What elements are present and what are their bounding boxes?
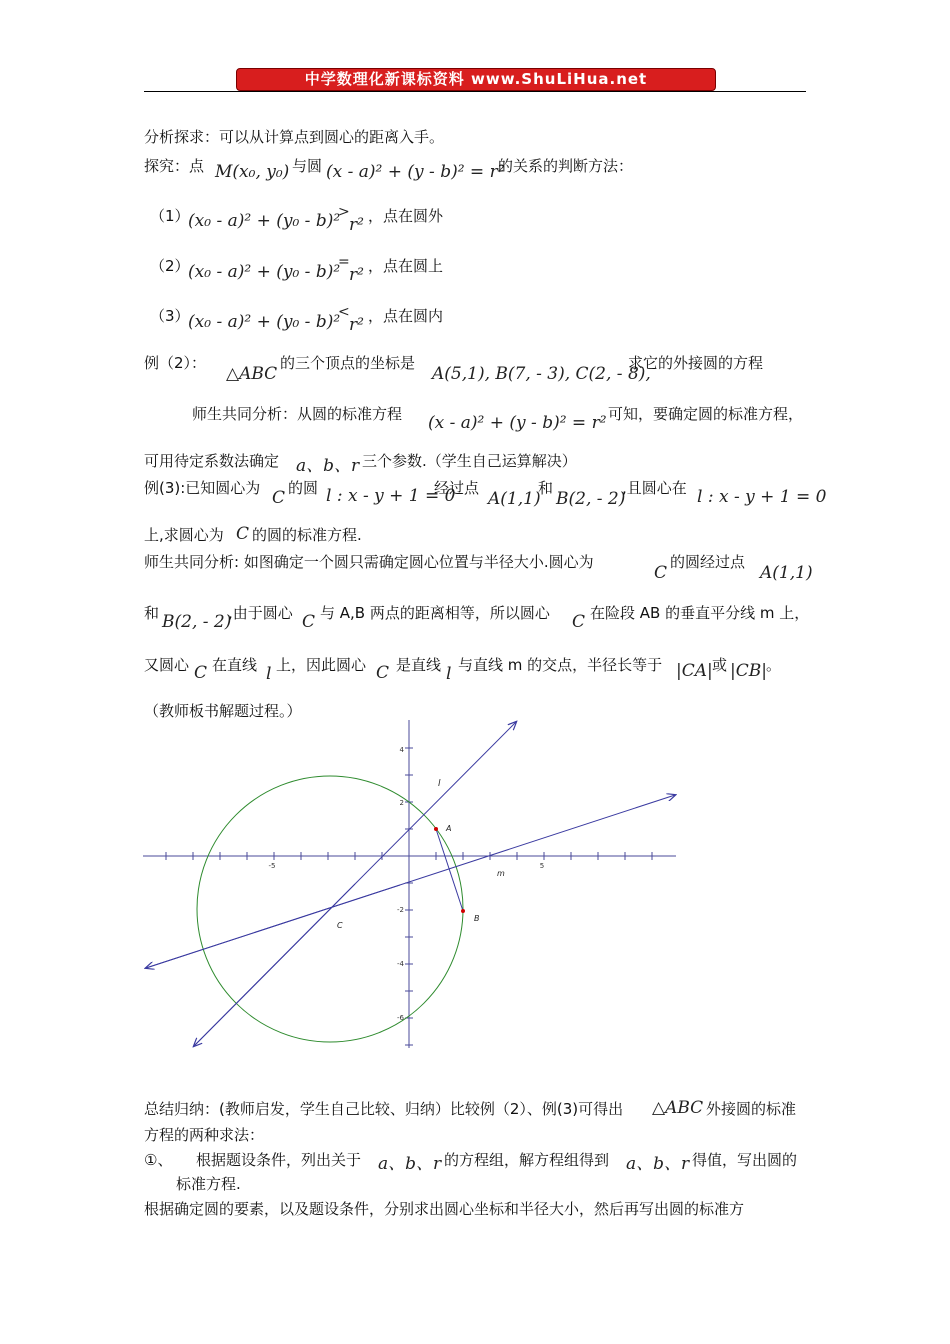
- explore-tail: 的关系的判断方法：: [498, 157, 634, 175]
- an3-text3: 与 A,B 两点的距离相等，所以圆心: [320, 604, 550, 622]
- ex2-text1: 的三个顶点的坐标是: [280, 354, 416, 372]
- an4-text3: 上，因此圆心: [276, 656, 367, 674]
- point-a: [434, 827, 438, 831]
- an4-text5: 与直线 m 的交点，半径长等于: [458, 656, 663, 674]
- y-tick-label-neg6: -6: [397, 1014, 404, 1022]
- analysis1-eq: (x - a)² + (y - b)² = r²: [428, 413, 607, 433]
- case-3-num: （3）: [150, 307, 190, 325]
- an3-text4: 在险段 AB 的垂直平分线 m 上，: [590, 604, 810, 622]
- analysis2-text2: 三个参数.（学生自己运算解决）: [362, 452, 577, 470]
- x-tick-label-neg5: -5: [268, 862, 276, 870]
- an2-text2: 的圆经过点: [670, 553, 746, 571]
- case-2-expr: (x₀ - a)² + (y₀ - b)²: [188, 262, 341, 282]
- summary-triangle: △ABC: [652, 1098, 704, 1118]
- an2-point-a: A(1,1): [760, 563, 813, 583]
- y-tick-label-neg4: -4: [397, 960, 404, 968]
- an4-c: C: [194, 663, 208, 683]
- board-note: （教师板书解题过程。）: [144, 702, 302, 720]
- an3-c2: C: [572, 612, 586, 632]
- ex3b-text1: 上,求圆心为: [144, 526, 224, 544]
- an4-end: 。: [766, 656, 782, 674]
- an4-text4: 是直线: [396, 656, 442, 674]
- y-tick-label-neg2: -2: [397, 906, 404, 914]
- an3-c: C: [302, 612, 316, 632]
- method2-text: 根据确定圆的要素，以及题设条件，分别求出圆心坐标和半径大小，然后再写出圆的标准方: [144, 1200, 745, 1218]
- circle-equation: (x - a)² + (y - b)² = r²: [326, 162, 505, 182]
- method1-line2: 标准方程.: [176, 1175, 241, 1193]
- case-1-num: （1）: [150, 207, 190, 225]
- an4-l2: l: [446, 664, 452, 684]
- line-m-tail: [146, 885, 400, 968]
- label-c: C: [337, 921, 343, 930]
- case-1-rel: >: [338, 204, 350, 220]
- analysis2-vars: a、b、r: [296, 456, 360, 476]
- an4-c2: C: [376, 663, 390, 683]
- an3-text1: 和: [144, 604, 160, 622]
- point-b: [461, 909, 465, 913]
- an4-cb: |CB|: [730, 661, 767, 681]
- analysis2-text1: 可用待定系数法确定: [144, 452, 280, 470]
- ex2-label: 例（2）：: [144, 354, 207, 372]
- ex3-line: l : x - y + 1 = 0: [326, 486, 456, 506]
- ex2-text2: 求它的外接圆的方程: [628, 354, 764, 372]
- case-3-text: ，点在圆内: [368, 307, 444, 325]
- analysis-intro: 分析探求：可以从计算点到圆心的距离入手。: [144, 128, 445, 146]
- ex3-point-a: A(1,1): [488, 489, 541, 509]
- explore-mid: 与圆: [292, 157, 323, 175]
- explore-lead: 探究：点: [144, 157, 205, 175]
- method1-num: ①、: [144, 1151, 173, 1169]
- ex3-line2: l : x - y + 1 = 0: [697, 487, 827, 507]
- an2-c: C: [654, 563, 668, 583]
- y-tick-label-2: 2: [399, 799, 404, 807]
- line-l-tail: [194, 884, 355, 1046]
- an4-text2: 在直线: [212, 656, 258, 674]
- geometry-figure: [140, 712, 685, 1057]
- case-2-rel: =: [338, 254, 350, 270]
- method1-text1: 根据题设条件，列出关于: [196, 1151, 362, 1169]
- x-tick-label-5: 5: [539, 862, 545, 870]
- ex3-c: C: [272, 488, 286, 508]
- ex3-point-b: B(2, - 2): [556, 489, 626, 509]
- point-m: M(x₀, y₀): [215, 162, 290, 182]
- analysis1-text2: 可知，要确定圆的标准方程，: [608, 405, 804, 423]
- label-b: B: [474, 914, 480, 923]
- an2-text1: 师生共同分析: 如图确定一个圆只需确定圆心位置与半径大小.圆心为: [144, 553, 594, 571]
- ex3-text4: 和: [538, 479, 554, 497]
- case-3-r: r²: [349, 315, 364, 335]
- ex3b-c: C: [236, 524, 250, 544]
- summary-line2: 方程的两种求法：: [144, 1126, 265, 1144]
- ex3-text5: ,且圆心在: [622, 479, 687, 497]
- segment-ab: [436, 829, 463, 911]
- method1-text2: 的方程组，解方程组得到: [444, 1151, 610, 1169]
- an3-text2: ,由于圆心: [228, 604, 293, 622]
- case-1-r: r²: [349, 215, 364, 235]
- ex3b-text2: 的圆的标准方程.: [252, 526, 362, 544]
- case-2-num: （2）: [150, 257, 190, 275]
- ex2-triangle: △ABC: [226, 364, 278, 384]
- case-1-expr: (x₀ - a)² + (y₀ - b)²: [188, 211, 341, 231]
- ex3-text3: 经过点: [434, 479, 480, 497]
- method1-vars2: a、b、r: [626, 1154, 690, 1174]
- method1-text3: 得值，写出圆的: [692, 1151, 798, 1169]
- an3-point-b: B(2, - 2): [162, 612, 232, 632]
- ex3-text2: 的圆: [288, 479, 319, 497]
- ex3-text1: 例(3):已知圆心为: [144, 479, 261, 497]
- an4-or: 或: [712, 656, 728, 674]
- an4-ca: |CA|: [676, 661, 713, 681]
- case-3-rel: <: [338, 304, 350, 320]
- summary-text2: 外接圆的标准: [706, 1100, 797, 1118]
- an4-l: l: [266, 664, 272, 684]
- label-m: m: [497, 869, 505, 878]
- y-tick-label-4: 4: [399, 746, 404, 754]
- summary-text1: 总结归纳：(教师启发，学生自己比较、归纳）比较例（2）、例(3)可得出: [144, 1100, 624, 1118]
- header-banner: 中学数理化新课标资料 www.ShuLiHua.net: [236, 68, 716, 91]
- ex2-points: A(5,1), B(7, - 3), C(2, - 8),: [432, 364, 651, 384]
- method1-vars: a、b、r: [378, 1154, 442, 1174]
- an4-text1: 又圆心: [144, 656, 190, 674]
- case-2-r: r²: [349, 265, 364, 285]
- case-2-text: ，点在圆上: [368, 257, 444, 275]
- case-1-text: ，点在圆外: [368, 207, 444, 225]
- label-l: l: [438, 779, 441, 789]
- label-a: A: [446, 824, 452, 833]
- analysis1-text1: 师生共同分析：从圆的标准方程: [192, 405, 403, 423]
- case-3-expr: (x₀ - a)² + (y₀ - b)²: [188, 312, 341, 332]
- header-rule: [144, 91, 806, 92]
